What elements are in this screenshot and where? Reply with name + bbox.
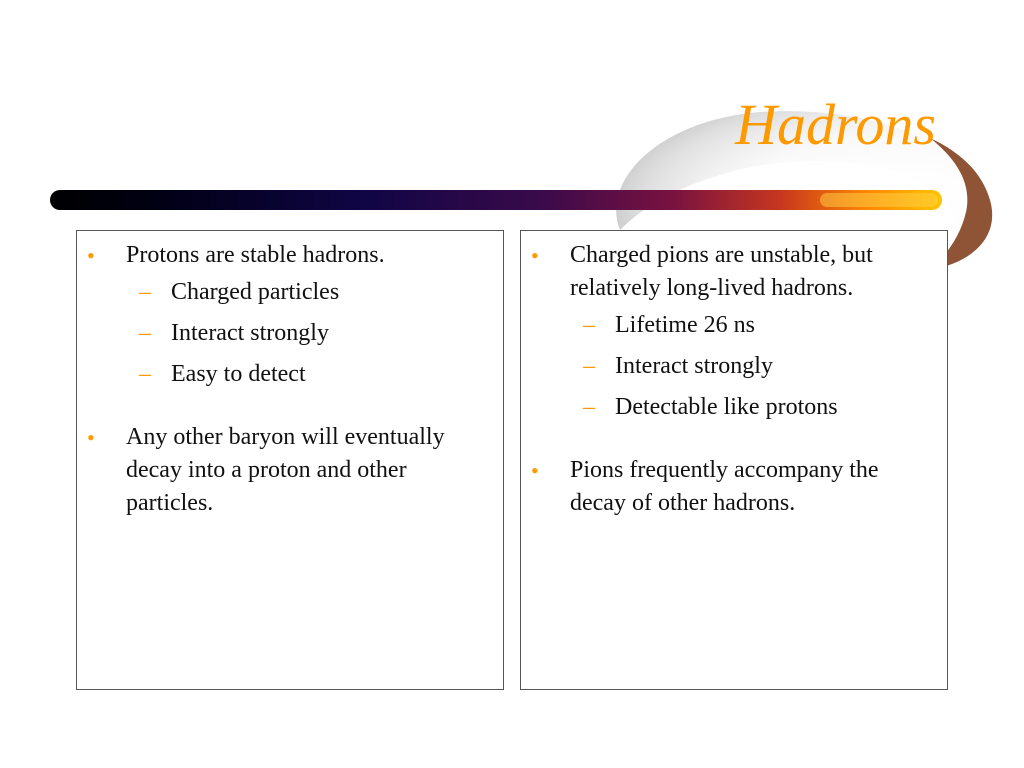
dash-icon: – bbox=[139, 320, 151, 346]
sub-item bbox=[570, 346, 937, 387]
left-bullet-item-1 bbox=[77, 239, 503, 395]
dash-icon: – bbox=[139, 279, 151, 305]
bullet-text: Protons are stable hadrons. bbox=[126, 242, 385, 268]
bullet-icon: • bbox=[531, 243, 539, 268]
right-bullet-item-2 bbox=[521, 454, 947, 520]
right-sub-list bbox=[570, 305, 937, 428]
sub-item-text: Interact strongly bbox=[615, 353, 773, 379]
right-bullet-list bbox=[521, 239, 947, 520]
bullet-icon: • bbox=[531, 458, 539, 483]
left-bullet-list bbox=[77, 239, 503, 520]
bullet-icon: • bbox=[87, 243, 95, 268]
left-bullet-item-2 bbox=[77, 421, 503, 520]
right-content-box bbox=[520, 230, 948, 690]
dash-icon: – bbox=[583, 394, 595, 420]
sub-item-text: Easy to detect bbox=[171, 361, 306, 387]
bullet-text: Any other baryon will eventually decay into a proton and other particles. bbox=[126, 424, 445, 516]
sub-item bbox=[570, 305, 937, 346]
sub-item-text: Charged particles bbox=[171, 279, 340, 305]
left-content-box bbox=[76, 230, 504, 690]
right-bullet-item-1 bbox=[521, 239, 947, 428]
bullet-icon: • bbox=[87, 425, 95, 450]
bullet-text: Charged pions are unstable, but relatively long-lived hadrons. bbox=[570, 242, 873, 301]
sub-item bbox=[126, 313, 493, 354]
sub-item-text: Interact strongly bbox=[171, 320, 329, 346]
sub-item bbox=[126, 354, 493, 395]
dash-icon: – bbox=[583, 353, 595, 379]
sub-item bbox=[570, 387, 937, 428]
bullet-text: Pions frequently accompany the decay of other hadrons. bbox=[570, 457, 879, 516]
sub-item bbox=[126, 272, 493, 313]
sub-item-text: Lifetime 26 ns bbox=[615, 312, 755, 338]
left-sub-list bbox=[126, 272, 493, 395]
slide-title: Hadrons bbox=[735, 92, 936, 157]
dash-icon: – bbox=[139, 361, 151, 387]
sub-item-text: Detectable like protons bbox=[615, 394, 838, 420]
dash-icon: – bbox=[583, 312, 595, 338]
